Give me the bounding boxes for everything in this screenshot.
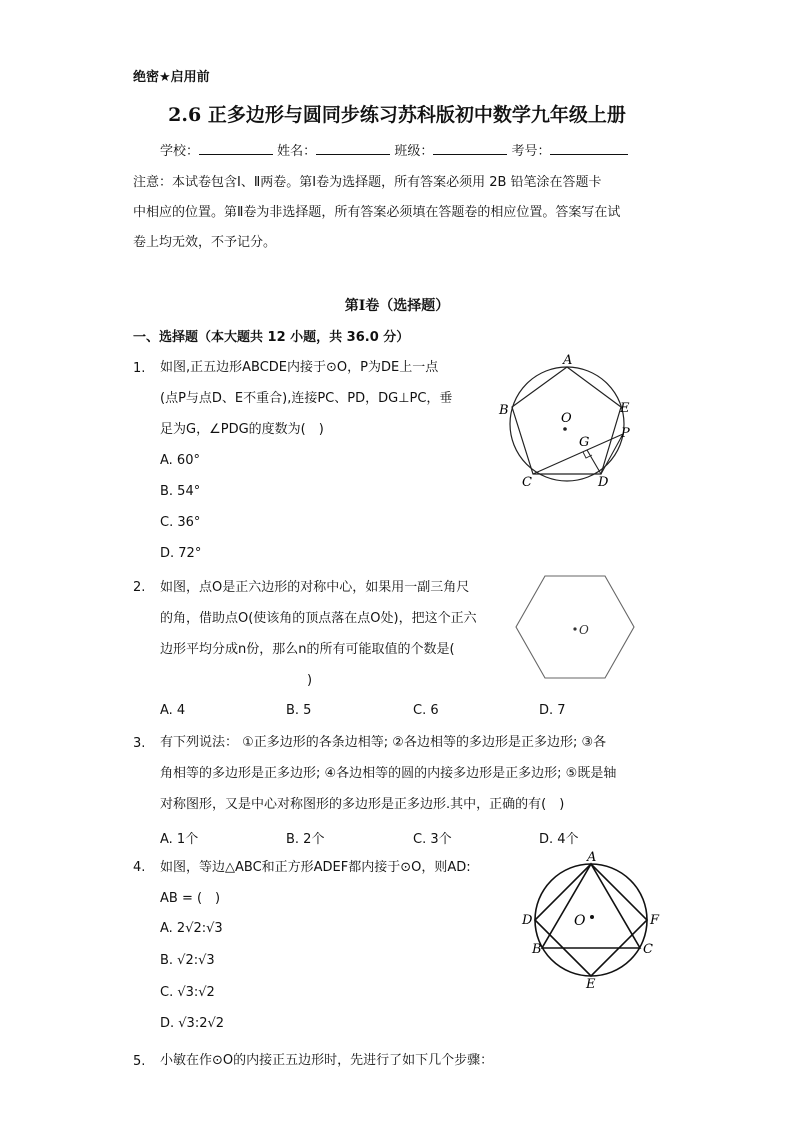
option-a[interactable]: A. 1个 xyxy=(160,832,199,847)
option-b[interactable]: B. 5 xyxy=(286,703,312,718)
question-3-text xyxy=(160,727,680,820)
section-title: 第Ⅰ卷（选择题） xyxy=(344,298,450,314)
figure-label: C xyxy=(522,475,532,490)
question-1-text xyxy=(160,352,490,445)
question-line: (点P与点D、E不重合),连接PC、PD，DG⊥PC，垂 xyxy=(160,391,453,406)
question-5-text xyxy=(160,1045,680,1076)
option-c[interactable]: C. 3个 xyxy=(413,832,452,847)
figure-label: O xyxy=(579,623,589,637)
question-line: 的角，借助点O(使该角的顶点落在点O处)，把这个正六 xyxy=(160,611,477,626)
question-line: 足为G，∠PDG的度数为( ) xyxy=(160,422,324,437)
question-line: 角相等的多边形是正多边形; ④各边相等的圆的内接多边形是正多边形; ⑤既是轴 xyxy=(160,766,617,781)
figure-label: E xyxy=(620,401,630,416)
class-label: 班级： xyxy=(394,144,434,159)
notice-block xyxy=(133,168,661,258)
school-field[interactable] xyxy=(199,142,273,155)
question-number: 4. xyxy=(133,860,146,875)
figure-label: F xyxy=(650,913,660,928)
notice-line: 卷上均无效，不予记分。 xyxy=(133,235,277,250)
exam-no-field[interactable] xyxy=(550,142,628,155)
class-field[interactable] xyxy=(433,142,507,155)
student-info-row xyxy=(160,140,628,159)
page-title: 2.6 正多边形与圆同步练习苏科版初中数学九年级上册 xyxy=(168,104,626,126)
secret-label: 绝密★启用前 xyxy=(133,70,210,85)
pentagon-circle-figure xyxy=(495,352,645,492)
question-line: ) xyxy=(307,673,313,688)
figure-label: P xyxy=(621,426,630,441)
option-b[interactable]: B. 2个 xyxy=(286,832,325,847)
question-line: 有下列说法： ①正多边形的各条边相等; ②各边相等的多边形是正多边形; ③各 xyxy=(160,735,607,750)
option-c[interactable]: C. 6 xyxy=(413,703,439,718)
question-line: AB = ( ) xyxy=(160,891,221,906)
part-title: 一、选择题（本大题共 12 小题，共 36.0 分） xyxy=(133,330,410,345)
option-d[interactable]: D. √3:2√2 xyxy=(160,1016,225,1031)
question-number: 2. xyxy=(133,580,146,595)
option-a[interactable]: A. 60° xyxy=(160,453,200,468)
hexagon-figure xyxy=(510,572,640,682)
figure-label: B xyxy=(499,403,509,418)
option-c[interactable]: C. 36° xyxy=(160,515,201,530)
name-field[interactable] xyxy=(316,142,390,155)
question-2-text xyxy=(160,572,505,696)
option-a[interactable]: A. 4 xyxy=(160,703,186,718)
option-a[interactable]: A. 2√2:√3 xyxy=(160,921,223,936)
name-label: 姓名： xyxy=(277,144,317,159)
figure-label: O xyxy=(574,913,586,929)
triangle-square-circle-figure xyxy=(518,850,663,990)
option-d[interactable]: D. 7 xyxy=(539,703,566,718)
question-number: 1. xyxy=(133,361,146,376)
figure-label: A xyxy=(587,850,597,865)
question-line: 如图,正五边形ABCDE内接于⊙O，P为DE上一点 xyxy=(160,360,439,375)
option-c[interactable]: C. √3:√2 xyxy=(160,985,215,1000)
question-line: 边形平均分成n份，那么n的所有可能取值的个数是( xyxy=(160,642,455,657)
figure-label: B xyxy=(532,942,542,957)
notice-line: 中相应的位置。第Ⅱ卷为非选择题，所有答案必须填在答题卷的相应位置。答案写在试 xyxy=(133,205,621,220)
option-b[interactable]: B. √2:√3 xyxy=(160,953,215,968)
question-line: 如图，点O是正六边形的对称中心，如果用一副三角尺 xyxy=(160,580,470,595)
exam-no-label: 考号： xyxy=(511,144,551,159)
figure-label: A xyxy=(563,353,573,368)
question-line: 小敏在作⊙O的内接正五边形时，先进行了如下几个步骤： xyxy=(160,1053,494,1068)
question-line: 如图，等边△ABC和正方形ADEF都内接于⊙O，则AD: xyxy=(160,860,471,875)
figure-label: O xyxy=(561,411,572,426)
question-line: 对称图形，又是中心对称图形的多边形是正多边形.其中，正确的有( ) xyxy=(160,797,565,812)
option-d[interactable]: D. 4个 xyxy=(539,832,579,847)
figure-label: D xyxy=(522,913,533,928)
question-number: 3. xyxy=(133,736,146,751)
figure-label: E xyxy=(586,977,596,990)
figure-label: C xyxy=(643,942,653,957)
option-b[interactable]: B. 54° xyxy=(160,484,201,499)
option-d[interactable]: D. 72° xyxy=(160,546,202,561)
notice-line: 注意：本试卷包含Ⅰ、Ⅱ两卷。第Ⅰ卷为选择题，所有答案必须用 2B 铅笔涂在答题卡 xyxy=(133,175,602,190)
question-4-text xyxy=(160,852,505,914)
figure-label: D xyxy=(598,475,609,490)
school-label: 学校： xyxy=(160,144,200,159)
figure-label: G xyxy=(579,435,590,450)
question-number: 5. xyxy=(133,1054,146,1069)
